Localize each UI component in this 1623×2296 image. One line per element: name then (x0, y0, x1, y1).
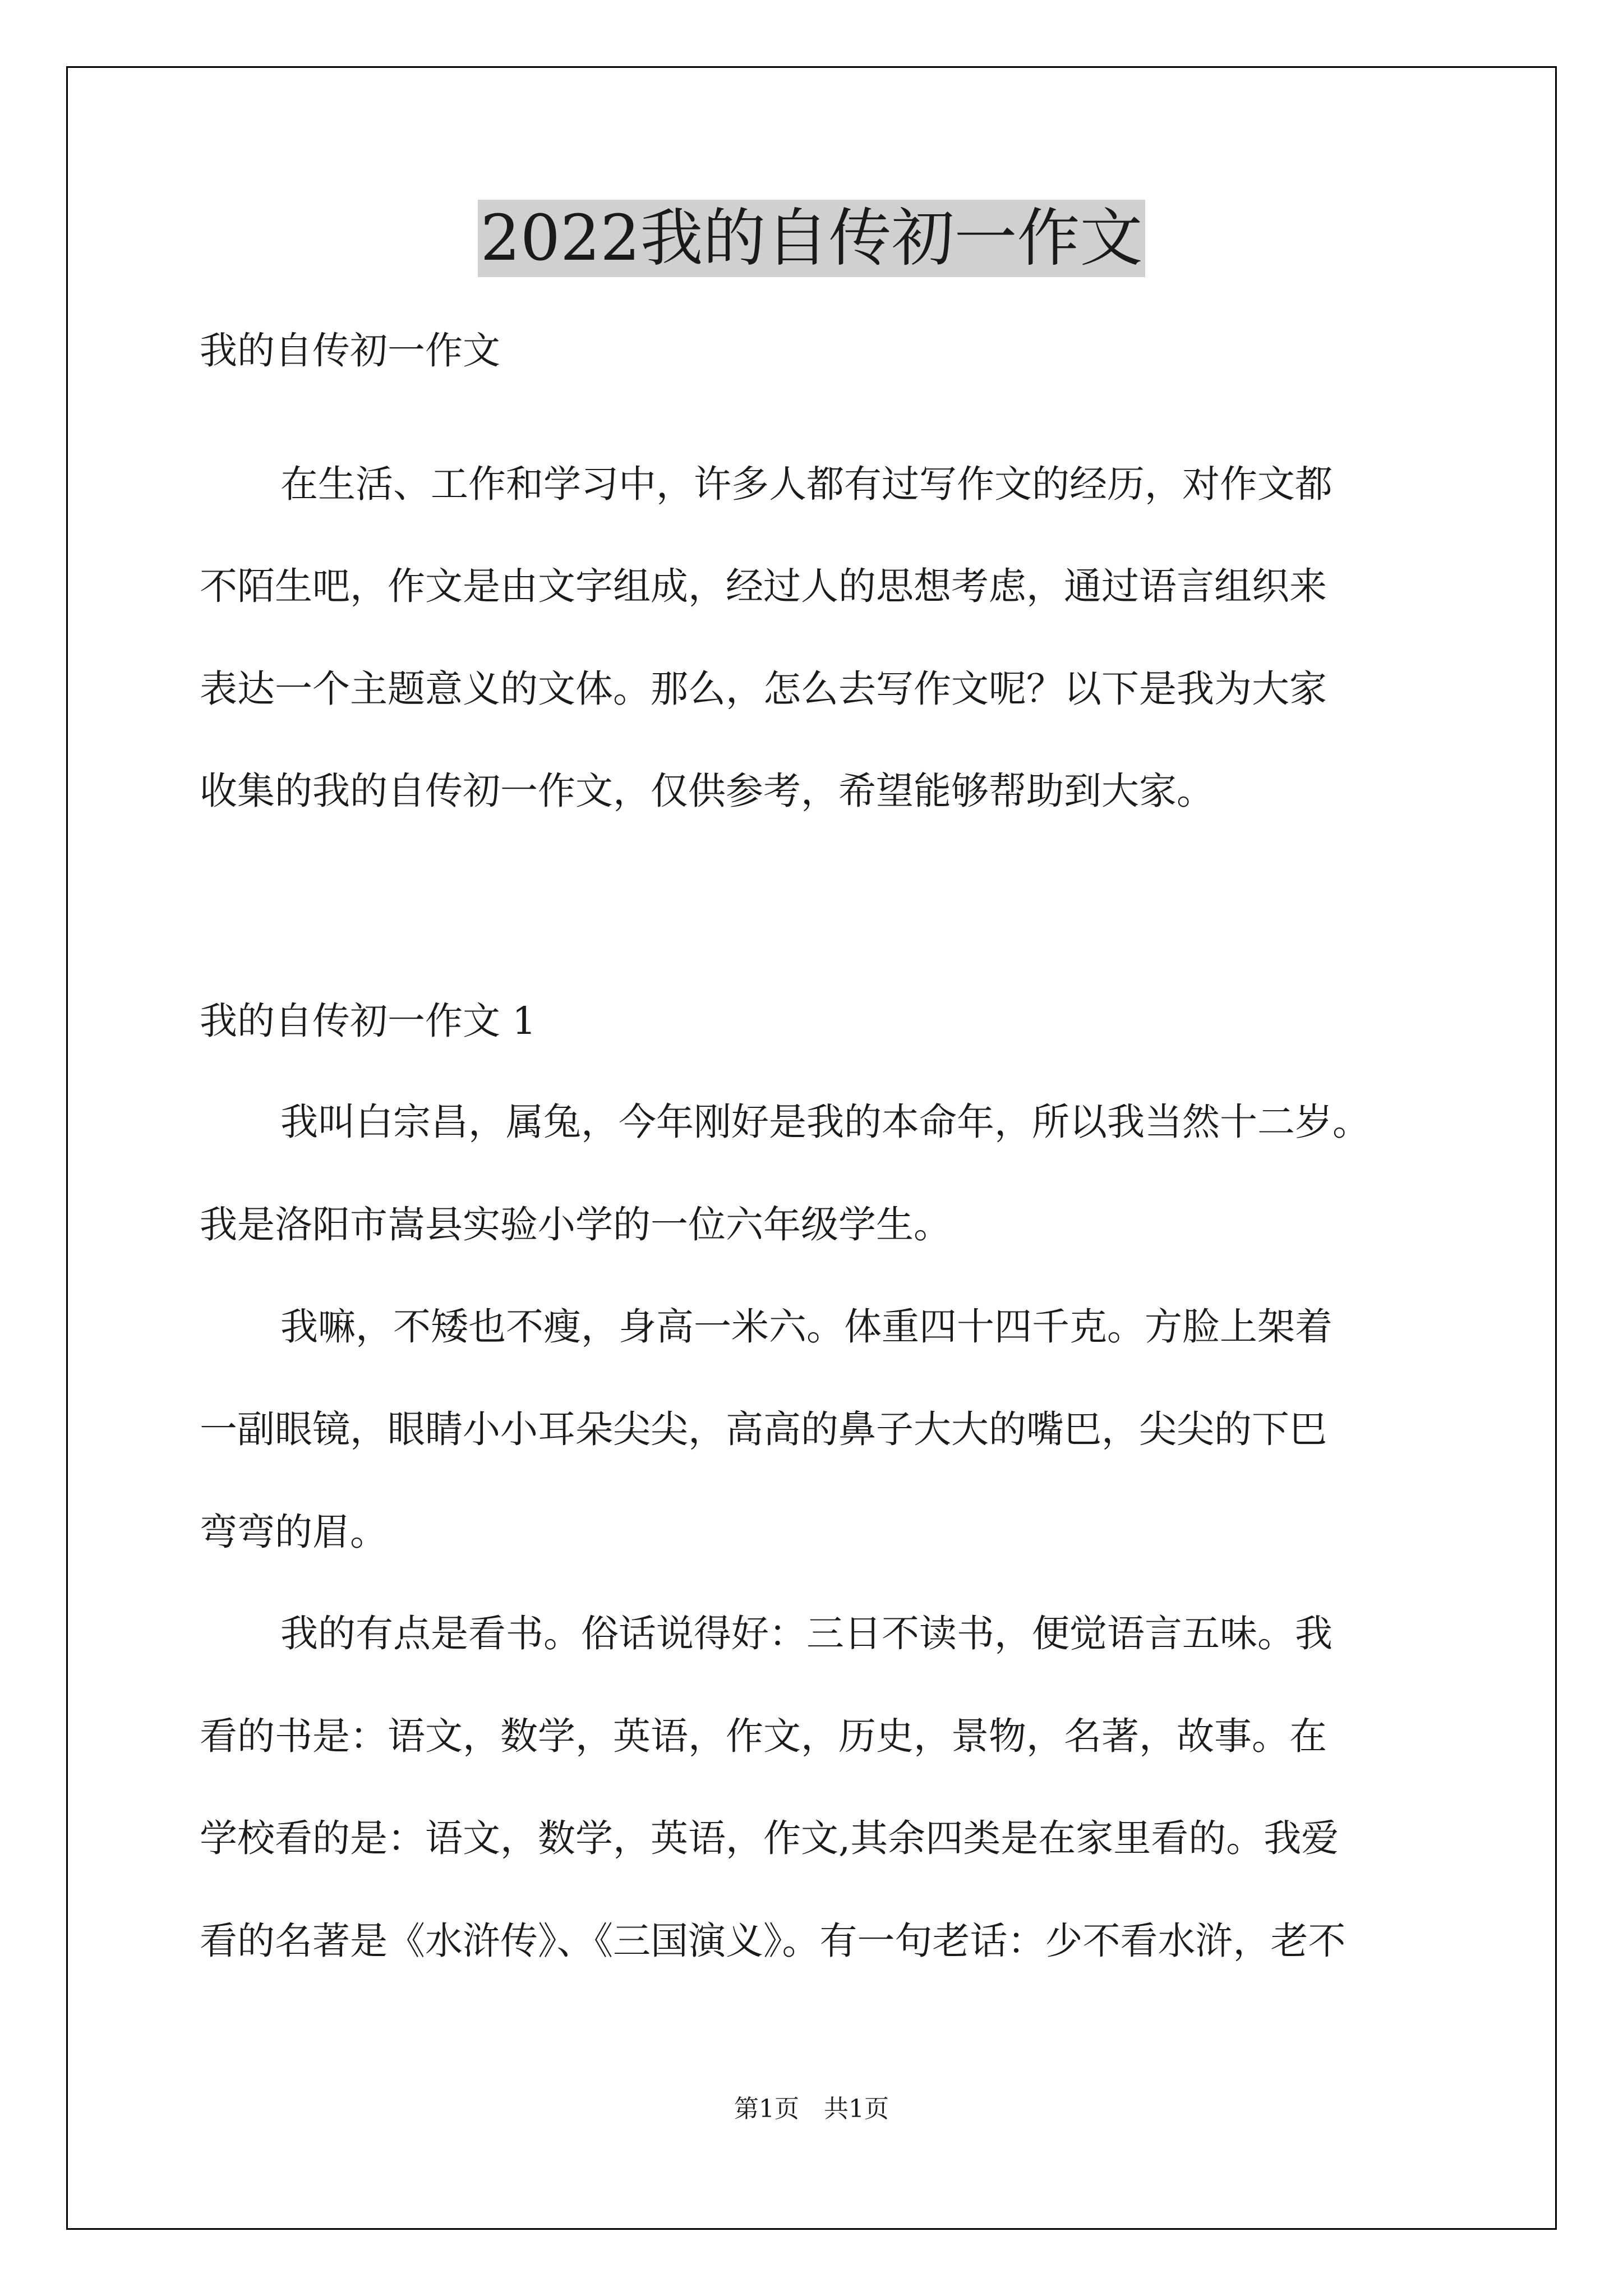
paragraph-line: 我叫白宗昌，属兔，今年刚好是我的本命年，所以我当然十二岁。 (280, 1100, 1370, 1144)
page-border (66, 66, 1557, 2230)
paragraph-line: 一副眼镜，眼睛小小耳朵尖尖，高高的鼻子大大的嘴巴，尖尖的下巴 (200, 1407, 1327, 1451)
paragraph-line: 在生活、工作和学习中，许多人都有过写作文的经历，对作文都 (280, 462, 1332, 506)
page-footer: 第1页 共1页 (734, 2095, 889, 2123)
paragraph-line: 我的有点是看书。俗话说得好：三日不读书，便觉语言五味。我 (280, 1612, 1332, 1655)
paragraph-line: 收集的我的自传初一作文，仅供参考，希望能够帮助到大家。 (200, 769, 1214, 813)
paragraph-line: 我嘛，不矮也不瘦，身高一米六。体重四十四千克。方脸上架着 (280, 1305, 1332, 1349)
section-heading-essay-1: 我的自传初一作文 1 (200, 999, 536, 1043)
document-title-text: 2022我的自传初一作文 (478, 200, 1145, 277)
paragraph-line: 看的名著是《水浒传》、《三国演义》。有一句老话：少不看水浒，老不 (200, 1919, 1346, 1963)
paragraph-line: 表达一个主题意义的文体。那么，怎么去写作文呢？以下是我为大家 (200, 667, 1327, 711)
paragraph-line: 弯弯的眉。 (200, 1510, 388, 1554)
paragraph-line: 学校看的是：语文，数学，英语，作文,其余四类是在家里看的。我爱 (200, 1816, 1339, 1860)
paragraph-line: 看的书是：语文，数学，英语，作文，历史，景物，名著，故事。在 (200, 1714, 1327, 1758)
document-title (0, 200, 1623, 277)
paragraph-line: 不陌生吧，作文是由文字组成，经过人的思想考虑，通过语言组织来 (200, 564, 1327, 608)
paragraph-line: 我是洛阳市嵩县实验小学的一位六年级学生。 (200, 1203, 951, 1246)
section-heading-intro: 我的自传初一作文 (200, 329, 500, 372)
